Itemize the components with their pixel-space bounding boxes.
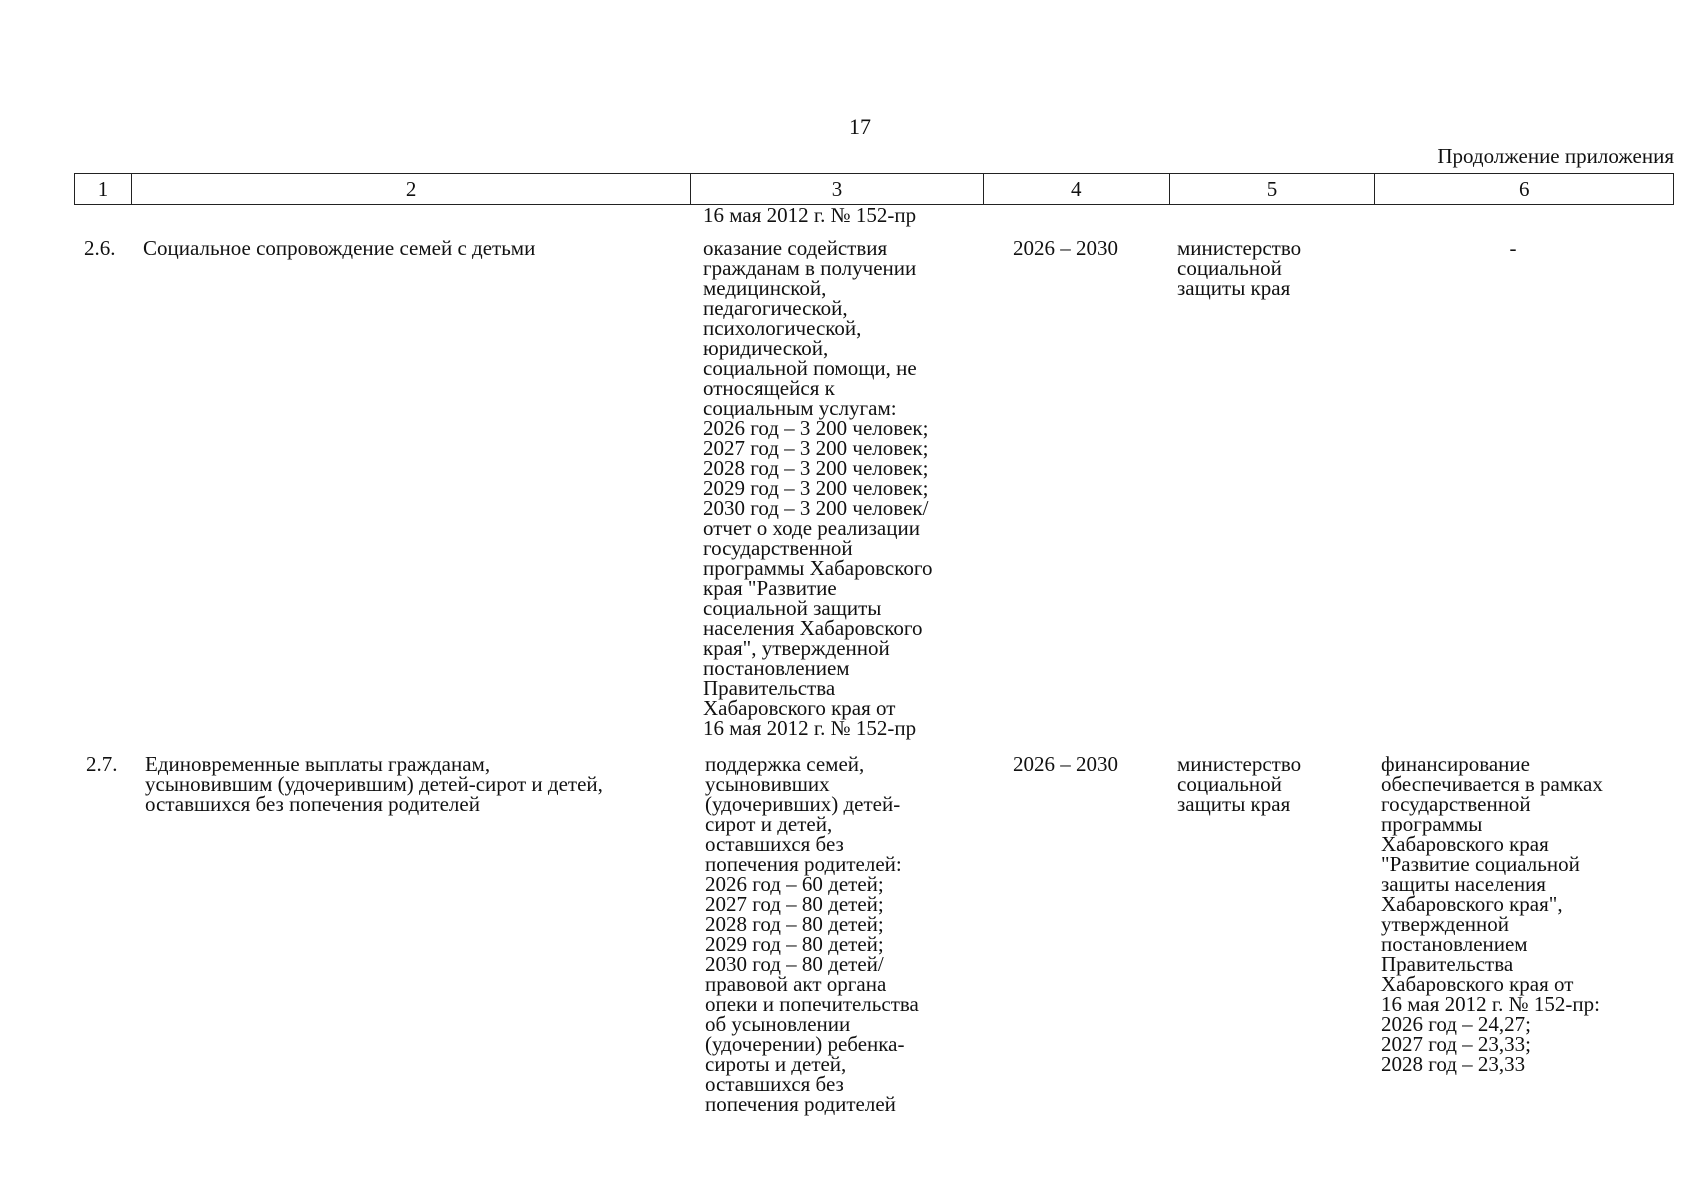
financing (1368, 238, 1658, 258)
executor-line: министерство (1177, 752, 1302, 776)
measure-result (703, 238, 932, 738)
result-line: 2029 год – 80 детей; (705, 932, 884, 956)
result-line: 2030 год – 3 200 человек/ (703, 496, 929, 520)
executor-line: социальной (1177, 772, 1282, 796)
result-line: Правительства (703, 676, 836, 700)
result-line: социальной помощи, не (703, 356, 917, 380)
financing-line: 2026 год – 24,27; (1381, 1012, 1532, 1036)
result-line: 2028 год – 80 детей; (705, 912, 884, 936)
result-line: оставшихся без (705, 832, 844, 856)
result-line: правовой акт органа (705, 972, 887, 996)
result-line: Хабаровского края от (703, 696, 896, 720)
financing-line: - (1509, 236, 1517, 260)
result-line: постановлением (703, 656, 850, 680)
result-line: (удочерении) ребенка- (705, 1032, 905, 1056)
column-number-header (74, 173, 1674, 205)
financing (1381, 754, 1603, 1074)
result-line: края", утвержденной (703, 636, 890, 660)
financing-line: постановлением (1381, 932, 1528, 956)
financing-line: защиты населения (1381, 872, 1546, 896)
measure-name-line: Единовременные выплаты гражданам, (145, 752, 491, 776)
financing-line: Правительства (1381, 952, 1514, 976)
result-line: медицинской, (703, 276, 827, 300)
continuation-label: Продолжение приложения (1437, 144, 1674, 168)
result-line: социальным услугам: (703, 396, 897, 420)
header-col-5: 5 (1170, 174, 1376, 204)
financing-line: Хабаровского края от (1381, 972, 1574, 996)
result-line: поддержка семей, (705, 752, 865, 776)
implementation-period: 2026 – 2030 (1013, 752, 1118, 776)
result-line: гражданам в получении (703, 256, 917, 280)
result-line: края "Развитие (703, 576, 837, 600)
executor (1177, 238, 1301, 298)
financing-line: утвержденной (1381, 912, 1510, 936)
measure-name-line: Социальное сопровождение семей с детьми (143, 236, 536, 260)
measure-result (705, 754, 919, 1114)
executor (1177, 754, 1301, 814)
result-line: опеки и попечительства (705, 992, 919, 1016)
result-line: попечения родителей: (705, 852, 902, 876)
result-line: сироты и детей, (705, 1052, 847, 1076)
result-line: сирот и детей, (705, 812, 833, 836)
header-col-2: 2 (132, 174, 691, 204)
financing-line: государственной (1381, 792, 1531, 816)
result-line: 2026 год – 60 детей; (705, 872, 884, 896)
result-line: отчет о ходе реализации (703, 516, 920, 540)
result-line: 2029 год – 3 200 человек; (703, 476, 929, 500)
financing-line: программы (1381, 812, 1483, 836)
result-line: социальной защиты (703, 596, 882, 620)
result-line: 2030 год – 80 детей/ (705, 952, 884, 976)
result-line: оставшихся без (705, 1072, 844, 1096)
financing-line: финансирование (1381, 752, 1530, 776)
result-line: оказание содействия (703, 236, 888, 260)
executor-line: защиты края (1177, 792, 1291, 816)
executor-line: министерство (1177, 236, 1302, 260)
executor-line: защиты края (1177, 276, 1291, 300)
executor-line: социальной (1177, 256, 1282, 280)
result-line: 2027 год – 80 детей; (705, 892, 884, 916)
financing-line: Хабаровского края (1381, 832, 1549, 856)
result-line: программы Хабаровского (703, 556, 933, 580)
measure-name-line: усыновившим (удочерившим) детей-сирот и детей, (145, 772, 603, 796)
result-line: усыновивших (705, 772, 830, 796)
carry-over-text: 16 мая 2012 г. № 152-пр (703, 203, 917, 227)
header-col-4: 4 (984, 174, 1170, 204)
result-line: педагогической, (703, 296, 848, 320)
result-line: государственной (703, 536, 853, 560)
measure-name (145, 754, 603, 814)
result-line: юридической, (703, 336, 829, 360)
implementation-period: 2026 – 2030 (1013, 236, 1118, 260)
page-number: 17 (849, 114, 871, 139)
result-line: 2028 год – 3 200 человек; (703, 456, 929, 480)
header-col-3: 3 (691, 174, 984, 204)
result-line: об усыновлении (705, 1012, 851, 1036)
financing-line: Хабаровского края", (1381, 892, 1563, 916)
result-line: попечения родителей (705, 1092, 896, 1116)
result-line: (удочеривших) детей- (705, 792, 901, 816)
financing-line: 16 мая 2012 г. № 152-пр: (1381, 992, 1600, 1016)
measure-name (143, 238, 535, 258)
row-number: 2.7. (86, 752, 118, 776)
financing-line: 2028 год – 23,33 (1381, 1052, 1526, 1076)
result-line: психологической, (703, 316, 862, 340)
header-col-1: 1 (75, 174, 132, 204)
financing-line: 2027 год – 23,33; (1381, 1032, 1532, 1056)
result-line: относящейся к (703, 376, 835, 400)
measure-name-line: оставшихся без попечения родителей (145, 792, 480, 816)
result-line: 2027 год – 3 200 человек; (703, 436, 929, 460)
result-line: 2026 год – 3 200 человек; (703, 416, 929, 440)
financing-line: обеспечивается в рамках (1381, 772, 1603, 796)
financing-line: "Развитие социальной (1381, 852, 1580, 876)
result-line: 16 мая 2012 г. № 152-пр (703, 716, 917, 740)
header-col-6: 6 (1518, 177, 1530, 201)
result-line: населения Хабаровского (703, 616, 923, 640)
row-number: 2.6. (84, 236, 116, 260)
